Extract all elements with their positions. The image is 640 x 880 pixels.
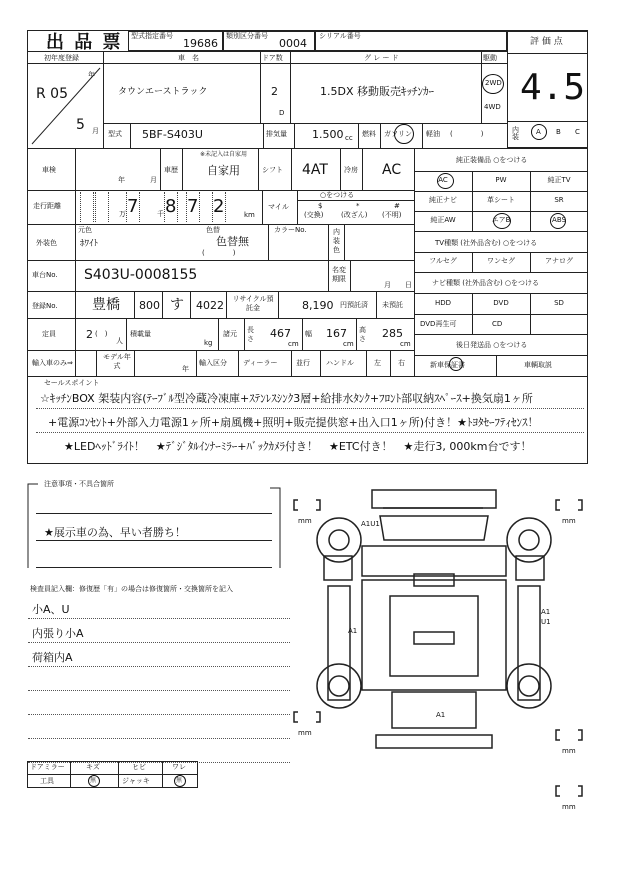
reg-number: 4022 [196,299,224,312]
handle-label: ハンドル [326,359,354,367]
name-change-month: 月 [384,281,391,289]
handle-right: 右 [398,359,405,367]
score-label: 評 価 点 [530,37,563,47]
model-value: 5BF-S403U [142,128,203,141]
car-name-label: 車 名 [178,54,199,62]
inspector-note: 荷箱内A [32,651,73,664]
interior-c: C [575,128,580,136]
odo-tamper-mark: * [356,202,360,210]
post-title: 後日発送品 ○をつける [456,341,528,349]
equip-item: 革シート [487,196,515,204]
legend-tools: 工具 [40,777,54,785]
post-warranty: 新車保証書 [430,361,465,369]
drive-4wd: 4WD [484,103,501,111]
mileage-man-unit: 万 [119,210,126,218]
category-label: 類別区分番号 [226,32,268,40]
mileage-sen-unit: 千 [157,210,164,218]
legend-jack: ジャッキ [122,777,150,785]
recycle-not: 未預託 [382,301,403,309]
legend-mirror: ドアミラー [30,763,65,771]
reg-no-label: 登録No. [32,302,58,310]
shift-label: シフト [262,166,283,174]
length-unit: cm [288,340,299,348]
shift-value: 4AT [302,162,328,178]
reg-year-unit: 年 [88,71,95,79]
legend-tools-value: 無 [90,777,97,784]
odo-exchange-mark: $ [318,202,323,210]
inspector-label: 検査員記入欄：修復歴「有」の場合は修復箇所・交換箇所を記入 [30,585,233,593]
drive-label: 駆動 [483,54,497,62]
fuel-diesel: 軽油 [426,130,440,138]
model-cert-number: 19686 [183,37,218,50]
mileage-digit: 2 [213,196,225,217]
diagram-mm-5: mm [562,803,576,811]
capacity-paren: ( ) [95,330,108,338]
orig-color: ﾎﾜｲﾄ [80,239,99,249]
car-name: タウンエーストラック [118,87,208,97]
equip-item: ABS [552,216,566,224]
interior-label: 内装 [512,126,519,141]
mileage-km-unit: km [244,211,255,219]
name-change-label: 名変期限 [332,266,346,283]
fuel-gasoline: ガソリン [384,130,412,138]
width-value: 167 [326,327,347,340]
diagram-mm-2: mm [562,517,576,525]
legend-scratch: キズ [86,763,100,771]
height-value: 285 [382,327,403,340]
drive-2wd: 2WD [485,79,502,87]
model-cert-label: 型式指定番号 [131,32,173,40]
page-title: 出 品 票 [46,32,123,53]
equip-item: AC [438,176,448,184]
equip-item: 純正AW [430,216,456,224]
usage-label: 車歴 [164,166,178,174]
navi-item: HDD [434,298,452,307]
sales-line-3: ★LEDﾍｯﾄﾞﾗｲﾄ！ ★ﾃﾞｼﾞﾀﾙｲﾝﾅｰﾐﾗｰ+ﾊﾞｯｸｶﾒﾗ付き！ ★ETC付き！ ★走行3, 000km台です！ [64,440,532,453]
displacement-value: 1.500 [312,128,344,141]
tv-title: TV種類 (社外品含む) ○をつける [435,239,538,247]
legend-jack-value: 無 [176,777,183,784]
damage-mark-rear: A1 [436,711,446,719]
grade-value: 1.5DX 移動販売ｷｯﾁﾝｶｰ [320,85,434,98]
inspection-year-unit: 年 [118,176,125,184]
reg-month-unit: 月 [92,127,99,135]
capacity-unit: 人 [116,337,123,345]
import-label: 輸入車のみ⇒ [32,359,73,367]
load-unit: kg [204,339,213,347]
equip-item: PW [495,176,507,184]
sales-line-1: ☆ｷｯﾁﾝBOX 架装内容(ﾃｰﾌﾞﾙ型冷蔵冷凍庫+ｽﾃﾝﾚｽｼﾝｸ3層+給排水ﾀﾝｸ+ﾌﾛﾝﾄ部収納ｽﾍﾟｰｽ+換気扇1ヶ所 [40,392,533,405]
score-value: 4.5 [520,67,586,108]
odo-unknown-mark: # [394,202,400,210]
damage-mark-front: A1U1 [361,520,380,528]
height-label: 高さ [359,326,366,343]
mileage-digit: 7 [127,196,139,217]
navi-item: SD [554,298,564,307]
tv-item: ワンセグ [487,257,515,265]
equip-item: 純正TV [547,176,571,184]
equip-item: 純正ナビ [429,196,457,204]
color-change: 色替無 [216,235,249,248]
fuel-label: 燃料 [362,130,376,138]
width-label: 幅 [305,330,312,338]
notes-label: 注意事項・不具合箇所 [44,480,114,488]
color-label: 外装色 [36,239,57,247]
name-change-day: 日 [405,281,412,289]
reg-city: 豊橋 [92,297,120,313]
color-change-label: 色替 [206,226,220,234]
doors-sub: D [279,109,285,117]
first-reg-label: 初年度登録 [44,54,79,62]
interior-b: B [556,128,561,136]
diagram-mm-3: mm [298,729,312,737]
model-year-unit: 年 [182,365,189,373]
equip-item: SR [554,196,564,204]
recycle-unit: 円預託済 [340,301,368,309]
equip-item: エアB [491,216,511,224]
category-number: 0004 [279,37,307,50]
grade-label: グ レ ー ド [364,54,399,62]
diagram-mm-4: mm [562,747,576,755]
mileage-label: 走行距離 [33,202,61,210]
length-value: 467 [270,327,291,340]
post-manual: 車輌取説 [524,361,552,369]
usage-value: 自家用 [207,164,240,177]
odo-unknown: (不明) [382,211,402,219]
notes-text: ★展示車の為、早い者勝ち！ [44,526,186,539]
reg-kana: す [170,297,184,313]
damage-mark-left: A1 [348,627,358,635]
chassis-value: S403U-0008155 [84,267,198,283]
navi-item: DVD [493,298,509,307]
height-unit: cm [400,340,411,348]
dims-label: 諸元 [223,330,237,338]
length-label: 長さ [247,326,254,343]
inspection-month-unit: 月 [150,176,157,184]
tv-item: フルセグ [429,257,457,265]
inspector-note: 内張り小A [32,627,84,640]
reg-class: 800 [139,299,160,312]
displacement-label: 排気量 [266,130,287,138]
color-code-label: カラーNo. [274,226,307,234]
color-paren: ( ) [202,249,236,257]
interior-a: A [536,128,541,136]
doors-label: ドア数 [262,54,283,62]
odo-tampered: (改ざん) [341,211,368,219]
width-unit: cm [343,340,354,348]
damage-mark-right: A1 U1 [541,608,551,626]
model-year-label: モデル年式 [103,353,131,370]
sales-line-2: +電源ｺﾝｾﾝﾄ+外部入力電源1ヶ所+扇風機+照明+販売提供窓+出入口1ヶ所)付き！★ﾄﾖﾀｾｰﾌﾃｨｾﾝｽ！ [48,416,539,429]
orig-color-label: 元色 [78,226,92,234]
chassis-label: 車台No. [32,271,58,279]
recycle-label: リサイクル預託金 [232,295,274,312]
inspection-label: 車検 [42,166,56,174]
usage-note: ※未記入は自家用 [200,151,248,158]
interior-color-label: 内装色 [333,228,340,254]
dvd-cd: CD [492,320,503,328]
capacity-label: 定員 [42,330,56,338]
tv-item: アナログ [545,257,573,265]
load-label: 積載量 [130,330,151,338]
import-dealer: ディーラー [243,359,278,367]
mileage-digit: 7 [187,196,199,217]
capacity-value: 2 [86,328,93,341]
import-class-label: 輸入区分 [199,359,227,367]
import-parallel: 並行 [296,359,310,367]
equip-title: 純正装備品 ○をつける [456,156,528,164]
ac-value: AC [382,162,402,178]
fuel-other: ( ) [450,130,484,138]
recycle-value: 8,190 [302,299,334,312]
odo-exchange: (交換) [304,211,324,219]
reg-era: R 05 [36,86,68,102]
mileage-digit: 8 [165,196,177,217]
ac-label: 冷房 [344,166,358,174]
sales-label: セールスポイント [44,379,100,387]
doors-value: 2 [271,85,278,98]
legend-crack: ヒビ [132,763,146,771]
mileage-mile: マイル [268,203,289,211]
odometer-circle-note: ○をつける [320,191,355,199]
reg-month: 5 [76,117,85,133]
legend-break: ワレ [172,763,186,771]
dvd-label: DVD再生可 [420,320,457,328]
displacement-unit: cc [345,134,353,142]
inspector-note: 小A、U [32,603,70,616]
handle-left: 左 [374,359,381,367]
model-label: 型式 [108,130,122,138]
navi-title: ナビ種類 (社外品含む) ○をつける [432,279,540,287]
serial-label: シリアル番号 [319,32,361,40]
diagram-mm-1: mm [298,517,312,525]
